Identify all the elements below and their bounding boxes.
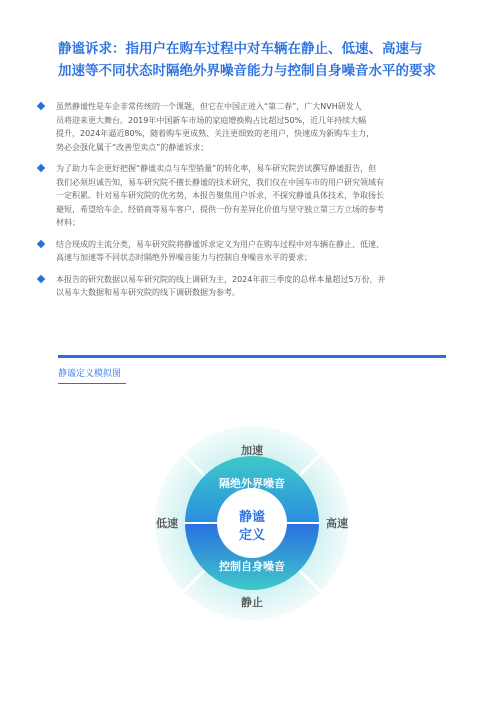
bullet-line: 本报告的研究数据以易车研究院的线上调研为主，2024年前三季度的总样本量超过5万份，并 (56, 274, 386, 284)
page-title (58, 38, 458, 82)
bullet-line: 结合现成的主流分类，易车研究院将静谧诉求定义为用户在购车过程中对车辆在静止、低速、 (56, 239, 384, 249)
diamond-bullet-icon (37, 164, 45, 172)
center-label-2: 定义 (238, 528, 266, 543)
bullet-item (36, 162, 456, 230)
bullet-line: 势必会强化属于“改善型卖点”的静谧诉求； (56, 142, 209, 152)
bullet-line: 为了助力车企更好把握“静谧卖点与车型销量”的转化率，易车研究院尝试撰写静谧报告，但 (56, 164, 377, 173)
center-label-1: 静谧 (238, 510, 266, 525)
bullet-line: 高速与加速等不同状态时隔绝外界噪音能力与控制自身噪音水平的要求； (56, 253, 312, 262)
title-line-1: 静谧诉求：指用户在购车过程中对车辆在静止、低速、高速与 (58, 41, 423, 57)
bullet-line: 提升，2024年逼近80%，随着购车更成熟、关注更细致的老用户，快速成为新购车主力， (56, 129, 375, 138)
diamond-bullet-icon (37, 102, 45, 110)
band-top-label: 隔绝外界噪音 (219, 477, 285, 490)
label-top: 加速 (241, 444, 263, 457)
bullet-line: 虽然静谧性是车企非常传统的一个课题，但它在中国正进入“第二春”，广大NVH研发人 (56, 102, 362, 111)
bullet-item (36, 100, 456, 154)
section-label-underline (58, 383, 126, 384)
bullet-line: 以易车大数据和易车研究院的线下调研数据为参考。 (56, 288, 240, 297)
diamond-bullet-icon (37, 274, 45, 282)
bullet-text (56, 100, 456, 154)
bullet-text (56, 273, 456, 300)
bullet-text (56, 162, 456, 230)
bullet-line: 一定积累。针对易车研究院的优劣势，本报告聚焦用户诉求，不探究静谧具体技术，争取扬长 (56, 191, 384, 200)
bullet-item (36, 238, 456, 265)
label-right: 高速 (326, 517, 348, 530)
diamond-bullet-icon (37, 239, 45, 247)
bullet-line: 避短，希望给车企、经销商等易车客户，提供一份有差异化价值与坚守独立第三方立场的参考 (56, 204, 384, 214)
label-left: 低速 (156, 517, 178, 530)
bullet-line: 材料； (56, 218, 80, 227)
bullet-line: 我们必须坦诚告知，易车研究院不擅长静谧的技术研究，我们仅在中国车市的用户研究领域有 (56, 177, 384, 187)
bullet-text (56, 238, 456, 265)
bullet-item (36, 273, 456, 300)
bullet-list (36, 100, 456, 308)
section-label: 静谧定义模拟图 (58, 369, 122, 379)
title-line-2: 加速等不同状态时隔绝外界噪音能力与控制自身噪音水平的要求 (58, 63, 436, 79)
bullet-line: 员将迎来更大舞台。2019年中国新车市场的家庭增换购占比超过50%，近几年持续大幅 (56, 115, 367, 125)
band-bottom-label: 控制自身噪音 (219, 560, 285, 573)
quiet-definition-diagram (152, 423, 352, 623)
section-divider (58, 355, 446, 358)
label-bottom: 静止 (241, 596, 263, 609)
